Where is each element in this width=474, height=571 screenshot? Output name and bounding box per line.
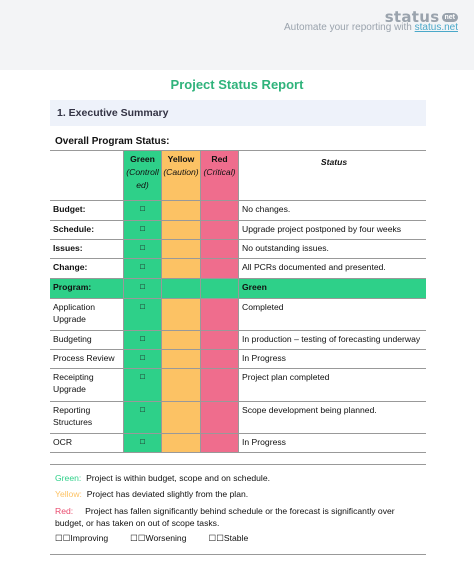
green-cell bbox=[123, 259, 161, 278]
red-cell bbox=[200, 221, 238, 239]
table-row bbox=[50, 330, 426, 349]
header-green-sub: (Controll ed) bbox=[126, 167, 159, 190]
trend-improving[interactable]: ☐☐Improving bbox=[55, 533, 109, 543]
row-label: Receipting Upgrade bbox=[53, 372, 94, 394]
header-red-title: Red bbox=[211, 154, 228, 164]
row-label: Budget: bbox=[53, 204, 86, 214]
green-cell bbox=[123, 221, 161, 239]
green-checkbox[interactable]: ☐ bbox=[139, 206, 146, 213]
row-status: Project plan completed bbox=[238, 369, 426, 401]
yellow-cell bbox=[161, 201, 200, 220]
yellow-cell bbox=[161, 331, 200, 349]
green-checkbox[interactable]: ☐ bbox=[139, 284, 146, 291]
row-status: In production – testing of forecasting underway bbox=[238, 331, 426, 349]
red-cell bbox=[200, 299, 238, 330]
row-label: Change: bbox=[53, 262, 88, 272]
page-title: Project Status Report bbox=[170, 77, 304, 92]
header-green-title: Green bbox=[130, 154, 155, 164]
green-checkbox[interactable]: ☐ bbox=[139, 336, 146, 343]
header-yellow-sub: (Caution) bbox=[163, 167, 199, 177]
table-bottom-border bbox=[50, 452, 426, 453]
green-cell bbox=[123, 402, 161, 433]
header-status bbox=[238, 151, 426, 200]
table-row bbox=[50, 433, 426, 452]
logo-word: status bbox=[384, 8, 440, 26]
header-status-title: Status bbox=[320, 157, 348, 167]
row-status: All PCRs documented and presented. bbox=[238, 259, 426, 278]
green-cell bbox=[123, 240, 161, 258]
yellow-cell bbox=[161, 369, 200, 401]
legend-yellow bbox=[55, 489, 248, 499]
legend-green bbox=[55, 473, 270, 483]
table-row bbox=[50, 278, 426, 298]
overall-status-label: Overall Program Status: bbox=[55, 136, 170, 147]
green-checkbox[interactable]: ☐ bbox=[139, 355, 146, 362]
green-cell bbox=[123, 201, 161, 220]
header-yellow-title: Yellow bbox=[167, 154, 195, 164]
red-cell bbox=[200, 350, 238, 368]
row-label: Reporting Structures bbox=[53, 405, 93, 427]
green-cell bbox=[123, 434, 161, 452]
trend-stable[interactable]: ☐☐Stable bbox=[208, 533, 249, 543]
red-cell bbox=[200, 369, 238, 401]
table-row bbox=[50, 239, 426, 258]
table-row bbox=[50, 258, 426, 278]
yellow-cell bbox=[161, 221, 200, 239]
top-banner bbox=[0, 0, 474, 70]
tagline bbox=[284, 22, 458, 33]
trend-worsening[interactable]: ☐☐Worsening bbox=[130, 533, 187, 543]
yellow-cell bbox=[161, 299, 200, 330]
yellow-cell bbox=[161, 259, 200, 278]
row-status: In Progress bbox=[238, 434, 426, 452]
legend-bottom-divider bbox=[50, 554, 426, 555]
tagline-link[interactable]: status.net bbox=[414, 22, 458, 33]
row-status: Completed bbox=[238, 299, 426, 330]
row-status: No changes. bbox=[238, 201, 426, 220]
row-status: Green bbox=[238, 279, 426, 298]
yellow-cell bbox=[161, 279, 200, 298]
yellow-cell bbox=[161, 434, 200, 452]
table-row bbox=[50, 368, 426, 401]
header-yellow bbox=[161, 151, 200, 200]
legend-red-text: Project has fallen significantly behind schedule or the forecast is significantly over budget, or has taken on out of scope tasks. bbox=[55, 506, 395, 528]
yellow-cell bbox=[161, 350, 200, 368]
legend-red bbox=[55, 505, 425, 529]
green-checkbox[interactable]: ☐ bbox=[139, 304, 146, 311]
table-row bbox=[50, 349, 426, 368]
header-red-sub: (Critical) bbox=[203, 167, 236, 177]
table-row bbox=[50, 401, 426, 433]
section-header bbox=[50, 100, 426, 126]
green-cell bbox=[123, 350, 161, 368]
row-label: Budgeting bbox=[53, 334, 92, 344]
legend-yellow-text: Project has deviated slightly from the plan. bbox=[86, 489, 249, 499]
row-label: Application Upgrade bbox=[53, 302, 96, 324]
table-row bbox=[50, 200, 426, 220]
legend-yellow-label: Yellow: bbox=[55, 489, 82, 499]
legend-top-divider bbox=[50, 464, 426, 465]
header-green bbox=[123, 151, 161, 200]
trend-legend bbox=[55, 533, 248, 544]
yellow-cell bbox=[161, 402, 200, 433]
red-cell bbox=[200, 259, 238, 278]
row-status: In Progress bbox=[238, 350, 426, 368]
green-checkbox[interactable]: ☐ bbox=[139, 226, 146, 233]
red-cell bbox=[200, 240, 238, 258]
legend-red-label: Red: bbox=[55, 506, 74, 516]
red-cell bbox=[200, 402, 238, 433]
header-blank bbox=[50, 151, 123, 200]
row-label: OCR bbox=[53, 437, 73, 447]
green-checkbox[interactable]: ☐ bbox=[139, 407, 146, 414]
row-label: Schedule: bbox=[53, 224, 95, 234]
row-label: Process Review bbox=[53, 353, 115, 363]
row-label: Program: bbox=[53, 282, 92, 292]
green-checkbox[interactable]: ☐ bbox=[139, 374, 146, 381]
logo-badge: net bbox=[442, 13, 459, 22]
red-cell bbox=[200, 201, 238, 220]
table-header-row bbox=[50, 150, 426, 200]
row-status: Upgrade project postponed by four weeks bbox=[238, 221, 426, 239]
row-status: No outstanding issues. bbox=[238, 240, 426, 258]
tagline-text: Automate your reporting with bbox=[284, 22, 415, 33]
green-cell bbox=[123, 279, 161, 298]
table-row bbox=[50, 220, 426, 239]
legend-green-text: Project is within budget, scope and on schedule. bbox=[86, 473, 270, 483]
yellow-cell bbox=[161, 240, 200, 258]
green-checkbox[interactable]: ☐ bbox=[139, 439, 146, 446]
green-checkbox[interactable]: ☐ bbox=[139, 245, 146, 252]
green-cell bbox=[123, 299, 161, 330]
red-cell bbox=[200, 434, 238, 452]
table-row bbox=[50, 298, 426, 330]
row-label: Issues: bbox=[53, 243, 83, 253]
red-cell bbox=[200, 331, 238, 349]
green-checkbox[interactable]: ☐ bbox=[139, 264, 146, 271]
red-cell bbox=[200, 279, 238, 298]
legend-green-label: Green: bbox=[55, 473, 82, 483]
row-status: Scope development being planned. bbox=[238, 402, 426, 433]
green-cell bbox=[123, 369, 161, 401]
section-title: 1. Executive Summary bbox=[57, 107, 169, 119]
green-cell bbox=[123, 331, 161, 349]
header-red bbox=[200, 151, 238, 200]
